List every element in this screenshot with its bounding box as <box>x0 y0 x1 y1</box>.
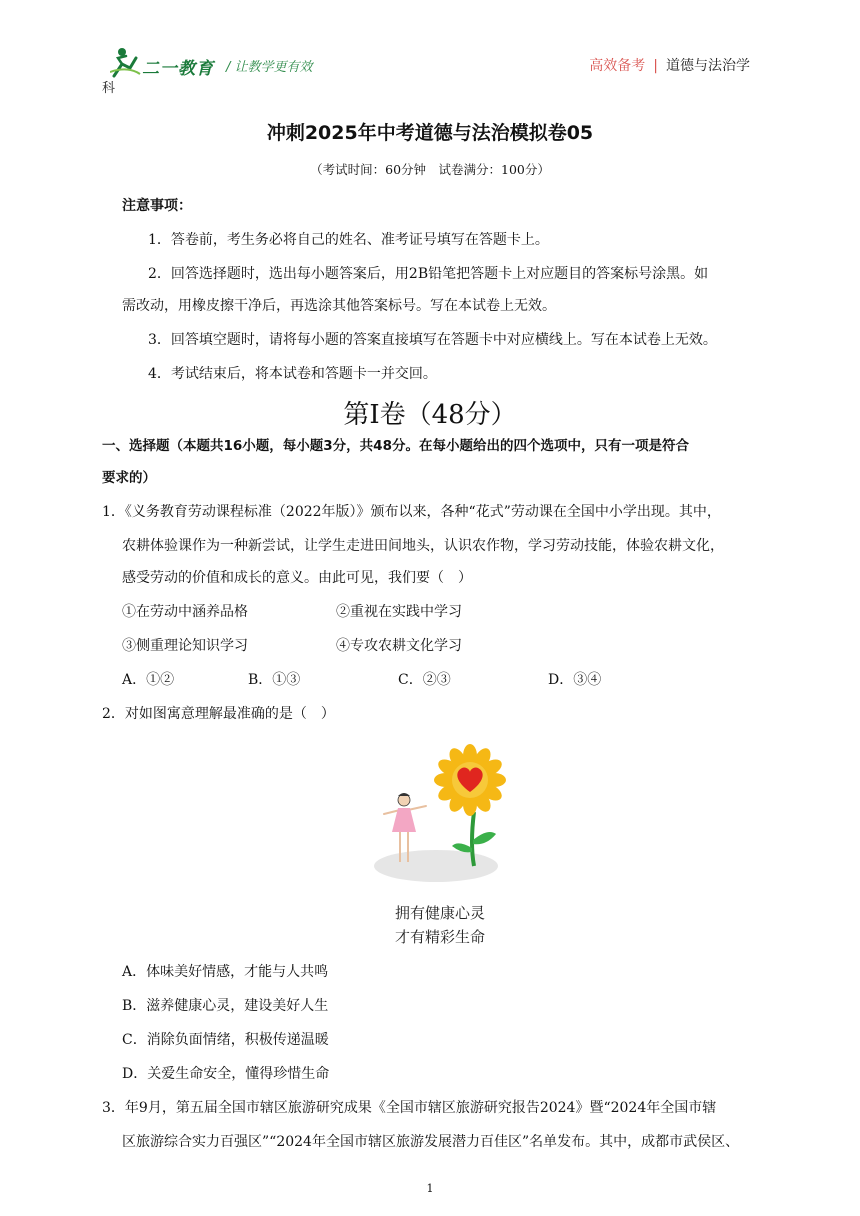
q2-option: D．关爱生命安全，懂得珍惜生命 <box>122 1066 330 1082</box>
tag-separator: | <box>653 58 658 74</box>
page-header <box>0 0 860 100</box>
q2-stem: 2．对如图寓意理解最准确的是（ ） <box>102 706 335 722</box>
notice-item: 2．回答选择题时，选出每小题答案后，用2B铅笔把答题卡上对应题目的答案标号涂黑。如 <box>148 266 709 282</box>
q3-stem: 区旅游综合实力百强区”“2024年全国市辖区旅游发展潜力百佳区”名单发布。其中，成都市武侯区、 <box>122 1134 740 1150</box>
sunflower-heart-illustration <box>370 734 510 954</box>
q1-statement: ②重视在实践中学习 <box>336 604 462 620</box>
part-title: 第Ⅰ卷（48分） <box>343 400 517 430</box>
q2-option: C．消除负面情绪，积极传递温暖 <box>122 1032 329 1048</box>
q1-option: C．②③ <box>398 672 451 688</box>
q2-option: B．滋养健康心灵，建设美好人生 <box>122 998 329 1014</box>
q1-option: A．①② <box>122 672 175 688</box>
slogan: / 让教学更有效 <box>226 60 313 75</box>
logo-name: 二一教育 <box>142 59 214 79</box>
notice-item: 1．答卷前，考生务必将自己的姓名、准考证号填写在答题卡上。 <box>148 232 549 248</box>
q1-option: D．③④ <box>548 672 602 688</box>
subject-tag <box>589 55 750 75</box>
exam-info: （考试时间：60分钟 试卷满分：100分） <box>310 162 550 177</box>
q1-stem: 1．《义务教育劳动课程标准（2022年版）》颁布以来，各种“花式”劳动课在全国中小学出现。其中， <box>102 504 721 520</box>
q2-option: A．体味美好情感，才能与人共鸣 <box>122 964 329 980</box>
page-number: 1 <box>426 1182 434 1195</box>
caption-line: 才有精彩生命 <box>394 928 486 946</box>
q1-option: B．①③ <box>248 672 301 688</box>
tag-tail: 科 <box>102 81 116 96</box>
tag-left: 高效备考 <box>589 58 646 74</box>
section-heading: 一、选择题（本题共16小题，每小题3分，共48分。在每小题给出的四个选项中，只有一项是符合 <box>102 438 689 454</box>
tag-right: 道德与法治学 <box>666 58 750 74</box>
notice-item: 3．回答填空题时，请将每小题的答案直接填写在答题卡中对应横线上。写在本试卷上无效。 <box>148 332 717 348</box>
q1-stem: 农耕体验课作为一种新尝试，让学生走进田间地头，认识农作物，学习劳动技能，体验农耕文化， <box>122 538 724 554</box>
q1-statement: ④专攻农耕文化学习 <box>336 638 462 654</box>
section-heading-cont: 要求的） <box>102 470 156 486</box>
notice-item: 4．考试结束后，将本试卷和答题卡一并交回。 <box>148 366 437 382</box>
notice-item: 需改动，用橡皮擦干净后，再选涂其他答案标号。写在本试卷上无效。 <box>122 298 556 314</box>
caption-line: 拥有健康心灵 <box>394 904 486 922</box>
page-title: 冲刺2025年中考道德与法治模拟卷05 <box>266 122 594 144</box>
q1-stem: 感受劳动的价值和成长的意义。由此可见，我们要（ ） <box>122 570 472 586</box>
notice-heading: 注意事项： <box>122 198 192 214</box>
q1-statement: ①在劳动中涵养品格 <box>122 604 248 620</box>
q1-statement: ③侧重理论知识学习 <box>122 638 248 654</box>
q3-stem: 3．年9月，第五届全国市辖区旅游研究成果《全国市辖区旅游研究报告2024》暨“2024年全国市辖 <box>102 1100 717 1116</box>
